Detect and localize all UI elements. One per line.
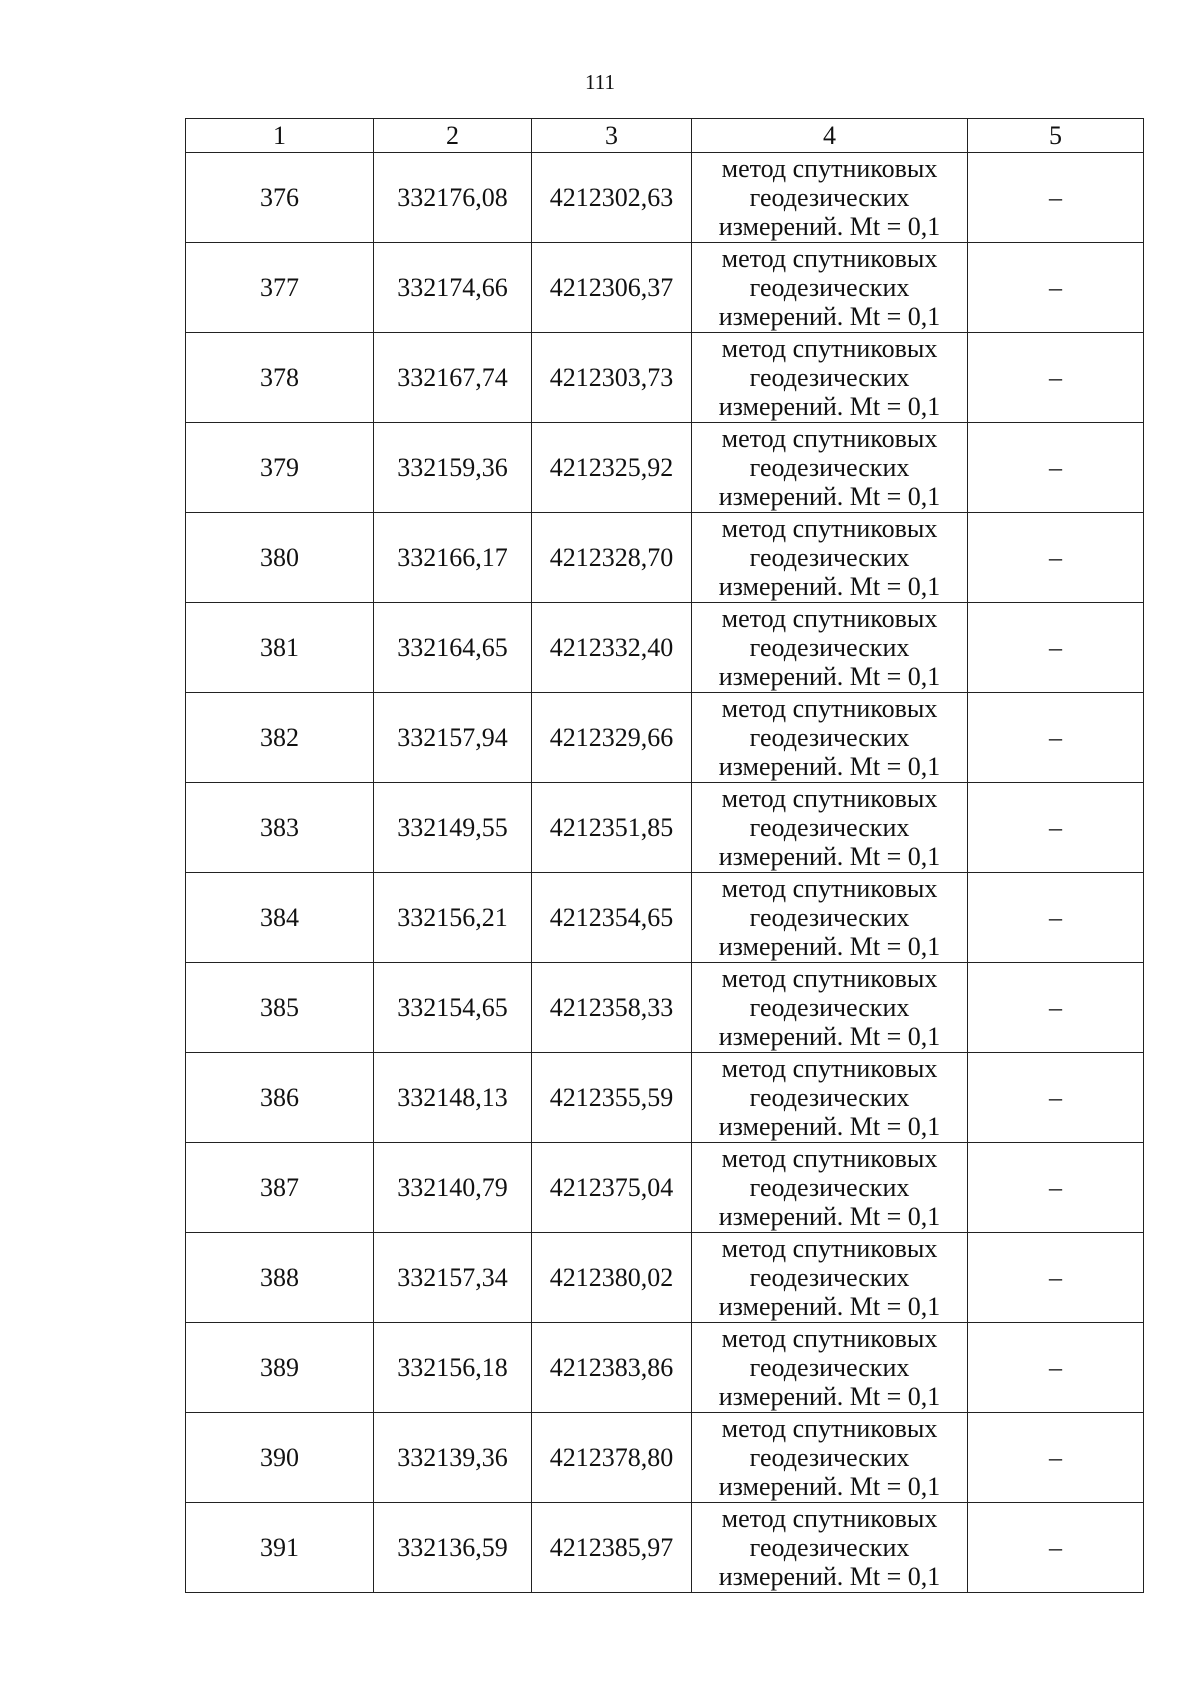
method-line: метод спутниковых: [721, 694, 938, 723]
x-coordinate-cell: 332156,21: [374, 873, 532, 963]
method-line: метод спутниковых: [721, 1414, 938, 1443]
note-cell: –: [968, 513, 1144, 603]
method-cell: [692, 1233, 968, 1323]
point-number-cell: 376: [186, 153, 374, 243]
method-line: измерений. Mt = 0,1: [718, 1112, 941, 1141]
x-coordinate-cell: 332166,17: [374, 513, 532, 603]
method-cell: [692, 603, 968, 693]
method-cell: [692, 423, 968, 513]
method-line: измерений. Mt = 0,1: [718, 662, 941, 691]
y-coordinate-cell: 4212302,63: [532, 153, 692, 243]
method-line: измерений. Mt = 0,1: [718, 392, 941, 421]
method-line: геодезических: [749, 723, 910, 752]
point-number-cell: 382: [186, 693, 374, 783]
note-cell: –: [968, 603, 1144, 693]
method-line: геодезических: [749, 273, 910, 302]
table-row: [186, 963, 1144, 1053]
note-cell: –: [968, 333, 1144, 423]
method-line: геодезических: [749, 1533, 910, 1562]
note-cell: –: [968, 243, 1144, 333]
method-line: метод спутниковых: [721, 1234, 938, 1263]
method-line: метод спутниковых: [721, 1144, 938, 1173]
method-line: метод спутниковых: [721, 244, 938, 273]
y-coordinate-cell: 4212375,04: [532, 1143, 692, 1233]
method-line: измерений. Mt = 0,1: [718, 1292, 941, 1321]
method-line: измерений. Mt = 0,1: [718, 1382, 941, 1411]
header-cell-y: 3: [532, 119, 692, 153]
note-cell: –: [968, 1143, 1144, 1233]
method-line: измерений. Mt = 0,1: [718, 212, 941, 241]
x-coordinate-cell: 332157,94: [374, 693, 532, 783]
method-line: метод спутниковых: [721, 784, 938, 813]
method-line: метод спутниковых: [721, 964, 938, 993]
x-coordinate-cell: 332154,65: [374, 963, 532, 1053]
point-number-cell: 389: [186, 1323, 374, 1413]
method-line: геодезических: [749, 903, 910, 932]
method-line: метод спутниковых: [721, 604, 938, 633]
method-cell: [692, 1143, 968, 1233]
method-line: измерений. Mt = 0,1: [718, 1562, 941, 1591]
note-cell: –: [968, 423, 1144, 513]
table-row: [186, 1053, 1144, 1143]
point-number-cell: 387: [186, 1143, 374, 1233]
method-line: геодезических: [749, 1263, 910, 1292]
x-coordinate-cell: 332164,65: [374, 603, 532, 693]
note-cell: –: [968, 963, 1144, 1053]
method-cell: [692, 243, 968, 333]
note-cell: –: [968, 1053, 1144, 1143]
note-cell: –: [968, 1323, 1144, 1413]
y-coordinate-cell: 4212385,97: [532, 1503, 692, 1593]
point-number-cell: 378: [186, 333, 374, 423]
y-coordinate-cell: 4212329,66: [532, 693, 692, 783]
method-line: метод спутниковых: [721, 874, 938, 903]
point-number-cell: 377: [186, 243, 374, 333]
table-header: [186, 119, 1144, 153]
table-row: [186, 1143, 1144, 1233]
method-cell: [692, 783, 968, 873]
point-number-cell: 391: [186, 1503, 374, 1593]
x-coordinate-cell: 332140,79: [374, 1143, 532, 1233]
method-line: измерений. Mt = 0,1: [718, 1022, 941, 1051]
table-row: [186, 1503, 1144, 1593]
x-coordinate-cell: 332149,55: [374, 783, 532, 873]
method-line: измерений. Mt = 0,1: [718, 842, 941, 871]
header-cell-point: 1: [186, 119, 374, 153]
y-coordinate-cell: 4212355,59: [532, 1053, 692, 1143]
table-row: [186, 513, 1144, 603]
method-cell: [692, 1053, 968, 1143]
method-line: измерений. Mt = 0,1: [718, 302, 941, 331]
method-line: геодезических: [749, 633, 910, 662]
method-line: метод спутниковых: [721, 1324, 938, 1353]
y-coordinate-cell: 4212306,37: [532, 243, 692, 333]
point-number-cell: 386: [186, 1053, 374, 1143]
method-line: метод спутниковых: [721, 154, 938, 183]
method-line: метод спутниковых: [721, 424, 938, 453]
page-number: 111: [585, 70, 615, 94]
table-row: [186, 1323, 1144, 1413]
table-row: [186, 333, 1144, 423]
note-cell: –: [968, 1413, 1144, 1503]
y-coordinate-cell: 4212303,73: [532, 333, 692, 423]
table-row: [186, 873, 1144, 963]
method-line: метод спутниковых: [721, 514, 938, 543]
x-coordinate-cell: 332139,36: [374, 1413, 532, 1503]
method-cell: [692, 1413, 968, 1503]
note-cell: –: [968, 783, 1144, 873]
y-coordinate-cell: 4212380,02: [532, 1233, 692, 1323]
table-row: [186, 1233, 1144, 1323]
table-row: [186, 1413, 1144, 1503]
note-cell: –: [968, 1503, 1144, 1593]
table-row: [186, 243, 1144, 333]
method-line: метод спутниковых: [721, 1504, 938, 1533]
point-number-cell: 384: [186, 873, 374, 963]
y-coordinate-cell: 4212325,92: [532, 423, 692, 513]
point-number-cell: 385: [186, 963, 374, 1053]
method-line: геодезических: [749, 183, 910, 212]
header-cell-note: 5: [968, 119, 1144, 153]
method-cell: [692, 873, 968, 963]
method-line: геодезических: [749, 1083, 910, 1112]
note-cell: –: [968, 693, 1144, 783]
method-cell: [692, 513, 968, 603]
y-coordinate-cell: 4212358,33: [532, 963, 692, 1053]
x-coordinate-cell: 332156,18: [374, 1323, 532, 1413]
method-cell: [692, 963, 968, 1053]
method-line: геодезических: [749, 453, 910, 482]
point-number-cell: 383: [186, 783, 374, 873]
method-line: измерений. Mt = 0,1: [718, 932, 941, 961]
header-cell-method: 4: [692, 119, 968, 153]
method-cell: [692, 333, 968, 423]
coordinates-table: [185, 118, 1144, 1593]
y-coordinate-cell: 4212351,85: [532, 783, 692, 873]
note-cell: –: [968, 153, 1144, 243]
y-coordinate-cell: 4212328,70: [532, 513, 692, 603]
header-row: [186, 119, 1144, 153]
method-line: измерений. Mt = 0,1: [718, 1472, 941, 1501]
table-row: [186, 603, 1144, 693]
table-row: [186, 693, 1144, 783]
table-row: [186, 153, 1144, 243]
y-coordinate-cell: 4212332,40: [532, 603, 692, 693]
table-row: [186, 423, 1144, 513]
x-coordinate-cell: 332167,74: [374, 333, 532, 423]
point-number-cell: 388: [186, 1233, 374, 1323]
header-cell-x: 2: [374, 119, 532, 153]
method-line: измерений. Mt = 0,1: [718, 482, 941, 511]
y-coordinate-cell: 4212378,80: [532, 1413, 692, 1503]
x-coordinate-cell: 332174,66: [374, 243, 532, 333]
method-cell: [692, 1323, 968, 1413]
method-line: измерений. Mt = 0,1: [718, 1202, 941, 1231]
method-line: геодезических: [749, 1443, 910, 1472]
method-line: геодезических: [749, 813, 910, 842]
table-body: [186, 153, 1144, 1593]
x-coordinate-cell: 332136,59: [374, 1503, 532, 1593]
method-line: геодезических: [749, 993, 910, 1022]
method-cell: [692, 693, 968, 783]
point-number-cell: 390: [186, 1413, 374, 1503]
note-cell: –: [968, 873, 1144, 963]
point-number-cell: 381: [186, 603, 374, 693]
method-line: геодезических: [749, 1353, 910, 1382]
x-coordinate-cell: 332176,08: [374, 153, 532, 243]
method-line: измерений. Mt = 0,1: [718, 572, 941, 601]
point-number-cell: 380: [186, 513, 374, 603]
x-coordinate-cell: 332159,36: [374, 423, 532, 513]
table-row: [186, 783, 1144, 873]
method-line: геодезических: [749, 543, 910, 572]
method-line: геодезических: [749, 363, 910, 392]
point-number-cell: 379: [186, 423, 374, 513]
method-line: геодезических: [749, 1173, 910, 1202]
y-coordinate-cell: 4212383,86: [532, 1323, 692, 1413]
x-coordinate-cell: 332148,13: [374, 1053, 532, 1143]
method-cell: [692, 153, 968, 243]
method-line: метод спутниковых: [721, 1054, 938, 1083]
method-cell: [692, 1503, 968, 1593]
x-coordinate-cell: 332157,34: [374, 1233, 532, 1323]
method-line: измерений. Mt = 0,1: [718, 752, 941, 781]
method-line: метод спутниковых: [721, 334, 938, 363]
y-coordinate-cell: 4212354,65: [532, 873, 692, 963]
note-cell: –: [968, 1233, 1144, 1323]
